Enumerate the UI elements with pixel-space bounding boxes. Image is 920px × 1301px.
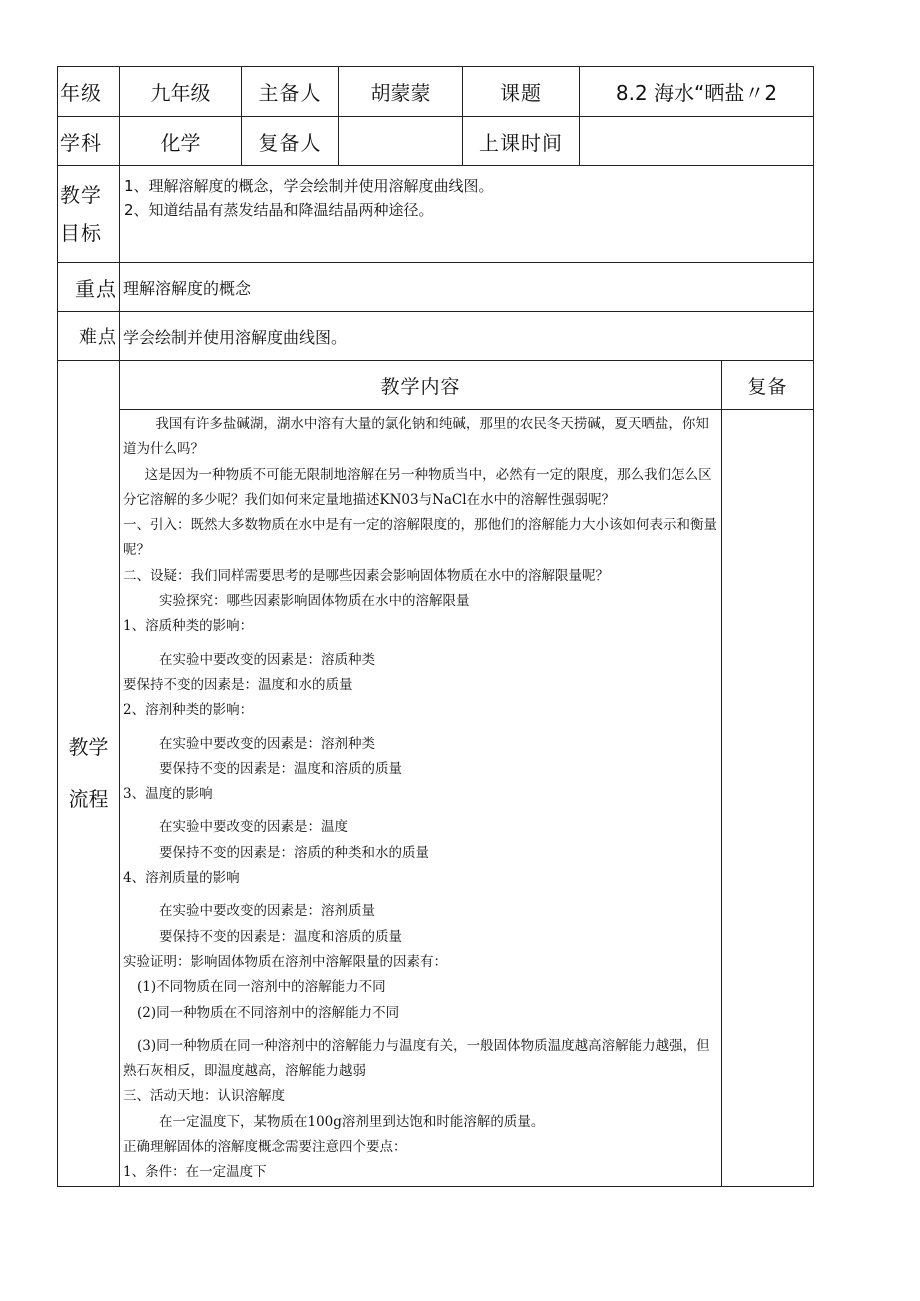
process-label — [58, 361, 120, 1187]
process-content-row — [58, 410, 814, 1187]
paragraph: 要保持不变的因素是：溶质的种类和水的质量 — [159, 844, 429, 861]
goal-item: 1、理解溶解度的概念，学会绘制并使用溶解度曲线图。 — [124, 177, 494, 195]
paragraph: 在一定温度下，某物质在100g溶剂里到达饱和时能溶解的质量。 — [159, 1113, 545, 1130]
key-point-text: 理解溶解度的概念 — [120, 263, 814, 312]
process-label-line1: 教学 — [68, 735, 109, 760]
paragraph: 要保持不变的因素是：温度和溶质的质量 — [159, 928, 402, 945]
main-prep-label: 主备人 — [242, 67, 339, 117]
goal-item: 2、知道结晶有蒸发结晶和降温结晶两种途径。 — [124, 201, 434, 219]
co-prep-label: 复备人 — [242, 117, 339, 166]
paragraph: 在实验中要改变的因素是：溶质种类 — [159, 651, 375, 668]
paragraph: 在实验中要改变的因素是：溶剂质量 — [159, 903, 375, 920]
goals-label — [58, 166, 120, 263]
grade-value: 九年级 — [120, 67, 242, 117]
co-prep-value — [339, 117, 463, 166]
paragraph: (1)不同物质在同一溶剂中的溶解能力不同 — [137, 979, 386, 996]
lesson-plan-table — [57, 66, 814, 1187]
header-row-1 — [58, 67, 814, 117]
grade-label: 年级 — [58, 67, 120, 117]
subject-label: 学科 — [58, 117, 120, 166]
key-point-row — [58, 263, 814, 312]
goals-row — [58, 166, 814, 263]
main-prep-value: 胡蒙蒙 — [339, 67, 463, 117]
topic-value: 8.2 海水“晒盐〃2 — [580, 67, 814, 117]
paragraph: 一、引入：既然大多数物质在水中是有一定的溶解限度的，那他们的溶解能力大小该如何表示和衡量呢？ — [123, 517, 717, 559]
goals-content — [120, 166, 814, 263]
class-time-value — [580, 117, 814, 166]
paragraph: 正确理解固体的溶解度概念需要注意四个要点： — [123, 1139, 407, 1156]
paragraph: (2)同一种物质在不同溶剂中的溶解能力不同 — [137, 1004, 400, 1021]
paragraph: 4、溶剂质量的影响 — [123, 870, 240, 887]
paragraph: 这是因为一种物质不可能无限制地溶解在另一种物质当中，必然有一定的限度，那么我们怎么区分它溶解的多少呢？我们如何来定量地描述KN03与NaCl在水中的溶解性强弱呢？ — [123, 466, 712, 508]
paragraph: (3)同一种物质在同一种溶剂中的溶解能力与温度有关，一般固体物质温度越高溶解能力越强，但熟石灰相反，即温度越高，溶解能力越弱 — [123, 1037, 710, 1080]
header-row-2 — [58, 117, 814, 166]
paragraph: 在实验中要改变的因素是：温度 — [159, 819, 348, 836]
paragraph: 2、溶剂种类的影响： — [123, 702, 254, 719]
class-time-label: 上课时间 — [463, 117, 580, 166]
topic-label: 课题 — [463, 67, 580, 117]
paragraph: 1、条件：在一定温度下 — [123, 1164, 267, 1181]
paragraph: 1、溶质种类的影响： — [123, 618, 254, 635]
review-header: 复备 — [722, 361, 814, 410]
difficulty-row — [58, 312, 814, 361]
paragraph: 二、设疑：我们同样需要思考的是哪些因素会影响固体物质在水中的溶解限量呢？ — [123, 567, 609, 584]
process-label-line2: 流程 — [68, 787, 109, 812]
paragraph: 实验探究：哪些因素影响固体物质在水中的溶解限量 — [159, 593, 470, 610]
goals-label-line2: 目标 — [60, 221, 102, 245]
paragraph: 要保持不变的因素是：温度和溶质的质量 — [159, 760, 402, 777]
difficulty-text: 学会绘制并使用溶解度曲线图。 — [120, 312, 814, 361]
process-header-row — [58, 361, 814, 410]
key-point-label: 重点 — [58, 263, 120, 312]
paragraph: 我国有许多盐碱湖，湖水中溶有大量的氯化钠和纯碱，那里的农民冬天捞碱，夏天晒盐，你知道为什么吗？ — [123, 416, 709, 458]
review-column — [722, 410, 814, 1187]
process-content — [120, 410, 722, 1187]
content-header: 教学内容 — [120, 361, 722, 410]
paragraph: 三、活动天地：认识溶解度 — [123, 1088, 285, 1105]
paragraph: 在实验中要改变的因素是：溶剂种类 — [159, 735, 375, 752]
goals-label-line1: 教学 — [60, 183, 102, 207]
paragraph: 要保持不变的因素是：温度和水的质量 — [123, 676, 353, 693]
subject-value: 化学 — [120, 117, 242, 166]
paragraph: 3、温度的影响 — [123, 786, 213, 803]
difficulty-label: 难点 — [58, 312, 120, 361]
paragraph: 实验证明：影响固体物质在溶剂中溶解限量的因素有： — [123, 953, 447, 970]
